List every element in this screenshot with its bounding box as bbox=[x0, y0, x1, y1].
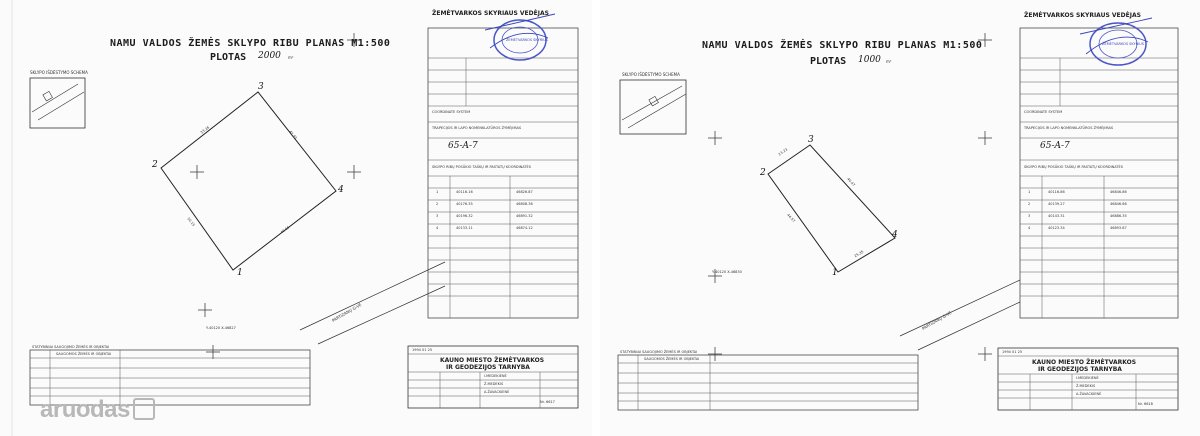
row-x: 40116.86 bbox=[1048, 190, 1065, 194]
row-no: 3 bbox=[436, 214, 439, 218]
row-x: 40196.32 bbox=[456, 214, 473, 218]
firm-line-1: KAUNO MIESTO ŽEMĖTVARKOS bbox=[440, 357, 545, 364]
coords-table-header: SKLYPO RIBŲ POSŪKIO TAŠKŲ IR PASTATŲ KOORDINATĖS bbox=[432, 165, 531, 169]
row-x: 40123.34 bbox=[1048, 226, 1065, 230]
row-no: 3 bbox=[1028, 214, 1031, 218]
right-survey-sheet bbox=[600, 0, 1200, 436]
side-length: 40.47 bbox=[846, 176, 856, 188]
street-label: PARTIZANŲ G-VĖ bbox=[330, 302, 363, 323]
parcel-outline bbox=[161, 92, 336, 270]
stamp-text: ŽEMĖTVARKOS SKYRIUS bbox=[506, 38, 548, 42]
area-value: 2000 bbox=[258, 51, 281, 61]
office-header: ŽEMĖTVARKOS SKYRIAUS VEDĖJAS bbox=[1024, 12, 1141, 19]
scheme-label: SKLYPO IŠDĖSTYMO SCHEMA bbox=[30, 70, 88, 75]
row-no: 2 bbox=[1028, 202, 1031, 206]
area-label: PLOTAS bbox=[810, 56, 847, 67]
row-y: 46893.87 bbox=[1110, 226, 1127, 230]
vertex-label: 3 bbox=[258, 82, 264, 92]
scheme-box bbox=[30, 78, 85, 128]
stamp-text: ŽEMĖTVARKOS SKYRIUS bbox=[1102, 42, 1144, 46]
trapezoid-value: 65-A-7 bbox=[1040, 141, 1070, 151]
vertex-label: 1 bbox=[832, 268, 838, 278]
firm-line-1: KAUNO MIESTO ŽEMĖTVARKOS bbox=[1032, 359, 1137, 366]
vertex-label: 4 bbox=[338, 185, 344, 195]
vertex-label: 3 bbox=[808, 135, 814, 145]
parcel-outline bbox=[768, 145, 895, 272]
side-length: 23.23 bbox=[777, 147, 789, 157]
coords-table-header: SKLYPO RIBŲ POSŪKIO TAŠKŲ IR PASTATŲ KOORDINATĖS bbox=[1024, 165, 1123, 169]
benchmark-label: Y-40120 X-46827 bbox=[206, 326, 236, 330]
row-x: 40133.11 bbox=[456, 226, 473, 230]
signer: A.ŽAVACKIENĖ bbox=[1076, 392, 1102, 396]
area-value: 1000 bbox=[858, 55, 881, 65]
trapezoid-label: TRAPECIJOS IR LAPO NOMENKLATŪROS ŽYMĖJIMAS bbox=[1024, 126, 1114, 130]
signer: I.MEDEKIENĖ bbox=[1076, 376, 1099, 380]
row-no: 4 bbox=[436, 226, 439, 230]
watermark-icon bbox=[133, 398, 155, 420]
watermark-text: aruodas bbox=[40, 396, 130, 423]
row-no: 4 bbox=[1028, 226, 1031, 230]
signer: Ž.MEDEKIS bbox=[1076, 384, 1096, 388]
row-no: 2 bbox=[436, 202, 439, 206]
title-block bbox=[1020, 28, 1178, 318]
reference-number: Nr. 6618 bbox=[1138, 402, 1153, 406]
row-no: 1 bbox=[1028, 190, 1031, 194]
side-length: 25.35 bbox=[853, 249, 865, 259]
area-unit: m² bbox=[288, 55, 294, 60]
trapezoid-label: TRAPECIJOS IR LAPO NOMENKLATŪROS ŽYMĖJIMAS bbox=[432, 126, 522, 130]
scheme-label: SKLYPO IŠDĖSTYMO SCHEMA bbox=[622, 72, 680, 77]
coord-system-label: COORDINATE SYSTEM bbox=[432, 110, 471, 114]
row-y: 46886.35 bbox=[1110, 214, 1127, 218]
side-length: 44.57 bbox=[786, 212, 796, 224]
signer: A.ŽAVACKIENĖ bbox=[484, 390, 510, 394]
bottom-table-title: STATYBINIAI SAUGOJIMO ŽEMĖS IR OBJEKTAI bbox=[32, 345, 110, 349]
side-length: 40.66 bbox=[279, 225, 291, 235]
vertex-label: 2 bbox=[152, 160, 158, 170]
row-y: 46846.66 bbox=[1110, 202, 1127, 206]
plan-title: NAMU VALDOS ŽEMĖS SKLYPO RIBU PLANAS M1:500 bbox=[110, 38, 391, 49]
firm-date: 1994 01 25 bbox=[412, 348, 433, 352]
area-label: PLOTAS bbox=[210, 52, 247, 63]
side-length: 50.15 bbox=[186, 216, 196, 228]
coord-system-label: COORDINATE SYSTEM bbox=[1024, 110, 1063, 114]
trapezoid-value: 65-A-7 bbox=[448, 141, 478, 151]
bottom-table-col: SAUGOMOS ŽEMĖS IR OBJEKTAI bbox=[56, 352, 112, 356]
vertex-label: 2 bbox=[760, 168, 766, 178]
office-header: ŽEMĖTVARKOS SKYRIAUS VEDĖJAS bbox=[432, 10, 549, 17]
left-survey-sheet bbox=[0, 0, 592, 436]
area-unit: m² bbox=[886, 59, 892, 64]
side-length: 41.93 bbox=[288, 129, 298, 141]
row-x: 40143.31 bbox=[1048, 214, 1065, 218]
plan-title: NAMU VALDOS ŽEMĖS SKLYPO RIBU PLANAS M1:500 bbox=[702, 40, 983, 51]
watermark-logo bbox=[40, 396, 155, 424]
street-label: PARTIZANŲ G-VĖ bbox=[920, 310, 953, 331]
row-y: 46846.86 bbox=[1110, 190, 1127, 194]
reference-number: Nr. 6617 bbox=[540, 400, 555, 404]
row-x: 40116.16 bbox=[456, 190, 473, 194]
scheme-box bbox=[620, 80, 686, 134]
row-y: 46808.36 bbox=[516, 202, 533, 206]
row-x: 40176.35 bbox=[456, 202, 473, 206]
firm-line-2: IR GEODEZIJOS TARNYBA bbox=[1038, 366, 1122, 373]
sheet-divider bbox=[592, 0, 600, 436]
vertex-label: 4 bbox=[892, 230, 898, 240]
signer: Ž.MEDEKIS bbox=[484, 382, 504, 386]
row-y: 46874.12 bbox=[516, 226, 533, 230]
row-no: 1 bbox=[436, 190, 439, 194]
row-x: 40139.27 bbox=[1048, 202, 1065, 206]
row-y: 46826.87 bbox=[516, 190, 533, 194]
benchmark-label: Y-40120 X-46830 bbox=[712, 270, 742, 274]
signer: I.MEDEKIENĖ bbox=[484, 374, 507, 378]
firm-date: 1994 01 25 bbox=[1002, 350, 1023, 354]
firm-line-2: IR GEODEZIJOS TARNYBA bbox=[446, 364, 530, 371]
side-length: 33.26 bbox=[199, 125, 211, 135]
bottom-table-title: STATYBINIAI SAUGOJIMO ŽEMĖS IR OBJEKTAI bbox=[620, 350, 698, 354]
vertex-label: 1 bbox=[237, 268, 243, 278]
row-y: 46891.32 bbox=[516, 214, 533, 218]
bottom-table-col: SAUGOMOS ŽEMĖS IR OBJEKTAI bbox=[644, 357, 700, 361]
title-block bbox=[428, 28, 578, 318]
